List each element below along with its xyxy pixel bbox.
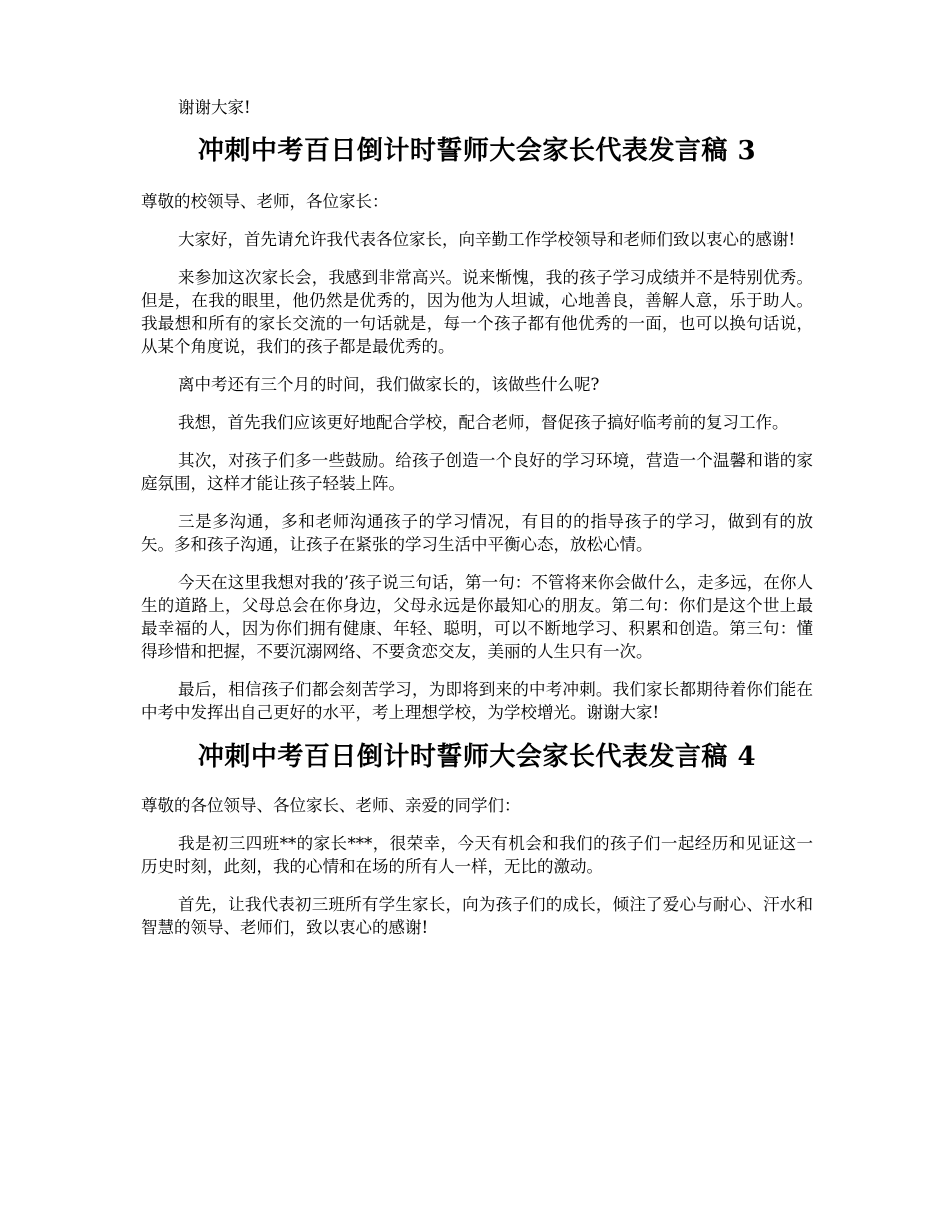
document-body bbox=[141, 96, 813, 939]
section-3-paragraph: 大家好，首先请允许我代表各位家长，向辛勤工作学校领导和老师们致以衷心的感谢! bbox=[178, 230, 796, 249]
section-3-salutation: 尊敬的校领导、老师，各位家长： bbox=[141, 192, 389, 211]
section-4-title: 冲刺中考百日倒计时誓师大会家长代表发言稿 4 bbox=[197, 742, 757, 772]
section-3-paragraph: 最后，相信孩子们都会刻苦学习，为即将到来的中考冲刺。我们家长都期待着你们能在中考中发挥出自己更好的水平，考上理想学校，为学校增光。谢谢大家! bbox=[141, 680, 813, 722]
section-4-paragraph: 我是初三四班**的家长***，很荣幸，今天有机会和我们的孩子们一起经历和见证这一历史时刻，此刻，我的心情和在场的所有人一样，无比的激动。 bbox=[141, 834, 813, 876]
section-3-paragraph: 其次，对孩子们多一些鼓励。给孩子创造一个良好的学习环境，营造一个温馨和谐的家庭氛围，这样才能让孩子轻装上阵。 bbox=[141, 451, 813, 493]
section-3-paragraph: 来参加这次家长会，我感到非常高兴。说来惭愧，我的孩子学习成绩并不是特别优秀。但是，在我的眼里，他仍然是优秀的，因为他为人坦诚，心地善良，善解人意，乐于助人。我最想和所有的家长交流的一句话就是，每一个孩子都有他优秀的一面，也可以换句话说，从某个角度说，我们的孩子都是最优秀的。 bbox=[141, 268, 813, 356]
section-3-paragraph: 离中考还有三个月的时间，我们做家长的，该做些什么呢? bbox=[178, 375, 600, 394]
closing-line: 谢谢大家! bbox=[178, 98, 251, 117]
section-3-paragraph: 今天在这里我想对我的’孩子说三句话，第一句：不管将来你会做什么，走多远，在你人生的道路上，父母总会在你身边，父母永远是你最知心的朋友。第二句：你们是这个世上最最幸福的人，因为你们拥有健康、年轻、聪明，可以不断地学习、积累和创造。第三句：懂得珍惜和把握，不要沉溺网络、不要贪恋交友，美丽的人生只有一次。 bbox=[141, 573, 813, 661]
section-3-title: 冲刺中考百日倒计时誓师大会家长代表发言稿 3 bbox=[197, 136, 757, 166]
section-4-paragraph: 首先，让我代表初三班所有学生家长，向为孩子们的成长，倾注了爱心与耐心、汗水和智慧的领导、老师们，致以衷心的感谢! bbox=[141, 895, 813, 937]
section-4-salutation: 尊敬的各位领导、各位家长、老师、亲爱的同学们： bbox=[141, 796, 521, 815]
section-3-paragraph: 三是多沟通，多和老师沟通孩子的学习情况，有目的的指导孩子的学习，做到有的放矢。多和孩子沟通，让孩子在紧张的学习生活中平衡心态，放松心情。 bbox=[141, 512, 813, 554]
section-3-paragraph: 我想，首先我们应该更好地配合学校，配合老师，督促孩子搞好临考前的复习工作。 bbox=[178, 413, 789, 432]
